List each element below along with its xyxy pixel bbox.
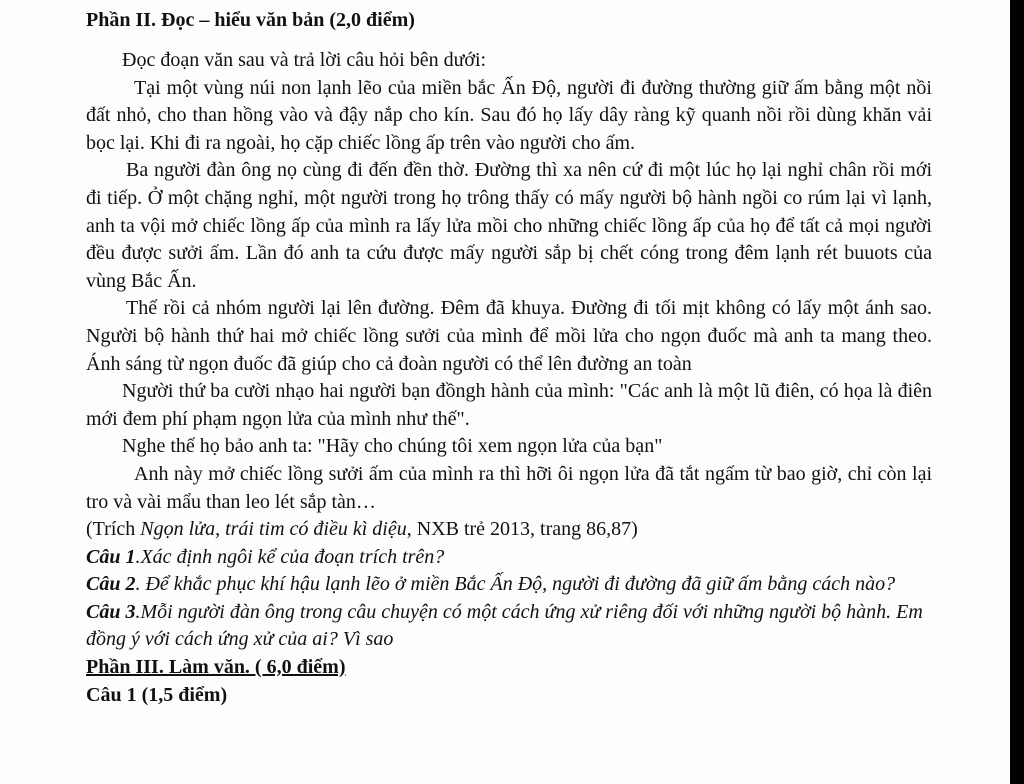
citation-suffix: , NXB trẻ 2013, trang 86,87) (406, 518, 638, 541)
passage-paragraph-5: Nghe thế họ bảo anh ta: "Hãy cho chúng tôi xem ngọn lửa của bạn" (122, 435, 663, 458)
question-1-text: .Xác định ngôi kể của đoạn trích trên? (135, 545, 445, 568)
passage-paragraph-3: Thế rồi cả nhóm người lại lên đường. Đêm đã khuya. Đường đi tối mịt không có lấy một ánh sao. Người bộ hành thứ hai mở chiếc lồng sưởi của mình để mồi lửa cho ngọn đuốc mà anh ta mang theo. Ánh sáng từ ngọn đuốc đã giúp cho cả đoàn người có thể lên đường an toàn (86, 297, 932, 375)
section-heading: Phần II. Đọc – hiểu văn bản (2,0 điểm) (86, 9, 415, 31)
section3-heading: Phần III. Làm văn. ( 6,0 điểm) (86, 656, 346, 679)
document-content (86, 5, 932, 706)
passage-paragraph-6: Anh này mở chiếc lồng sưởi ấm của mình ra thì hỡi ôi ngọn lửa đã tắt ngấm từ bao giờ, chỉ còn lại tro và vài mẩu than leo lét sắp tàn… (86, 462, 932, 513)
passage-paragraph-1: Tại một vùng núi non lạnh lẽo của miền bắc Ấn Độ, người đi đường thường giữ ấm bằng một nồi đất nhỏ, cho than hồng vào và đậy nắp cho kín. Sau đó họ lấy dây ràng kỹ quanh nồi rồi dùng khăn vải bọc lại. Khi đi ra ngoài, họ cặp chiếc lồng ấp trên vào người cho ấm. (86, 76, 932, 154)
section3-question-1-cutoff: Câu 1 (1,5 điểm) (86, 683, 228, 706)
citation (86, 516, 932, 544)
question-2-label: Câu 2 (86, 573, 136, 596)
question-2 (86, 571, 932, 599)
question-1-label: Câu 1 (86, 545, 136, 568)
passage-paragraph-4: Người thứ ba cười nhạo hai người bạn đồngh hành của mình: "Các anh là một lũ điên, có họa là điên mới đem phí phạm ngọn lửa của mình như thế". (86, 380, 932, 430)
question-3-text: .Mỗi người đàn ông trong câu chuyện có một cách ứng xử riêng đối với những người bộ hành. Em đồng ý với cách ứng xử của ai? Vì sao (86, 600, 923, 651)
question-3 (86, 599, 932, 654)
passage-paragraph-2: Ba người đàn ông nọ cùng đi đến đền thờ. Đường thì xa nên cứ đi một lúc họ lại nghỉ chân rồi mới đi tiếp. Ở một chặng nghỉ, một người trong họ trông thấy có mấy người bộ hành ngồi co rúm lại vì lạnh, anh ta vội mở chiếc lồng ấp của mình ra lấy lửa mồi cho những chiếc lồng ấp của họ để tất cả mọi người đều được sưởi ấm. Lần đó anh ta cứu được mấy người sắp bị chết cóng trong đêm lạnh rét buuots của vùng Bắc Ấn. (86, 159, 932, 292)
question-3-label: Câu 3 (86, 600, 136, 623)
screen-edge-strip (1010, 0, 1024, 784)
citation-title: Ngọn lửa, trái tim có điều kì diệu (140, 518, 407, 541)
citation-prefix: (Trích (86, 518, 141, 541)
question-2-text: . Để khắc phục khí hậu lạnh lẽo ở miền Bắc Ấn Độ, người đi đường đã giữ ấm bằng cách nào? (135, 573, 896, 596)
reading-instruction: Đọc đoạn văn sau và trả lời câu hỏi bên dưới: (122, 49, 487, 71)
question-1 (86, 544, 932, 572)
